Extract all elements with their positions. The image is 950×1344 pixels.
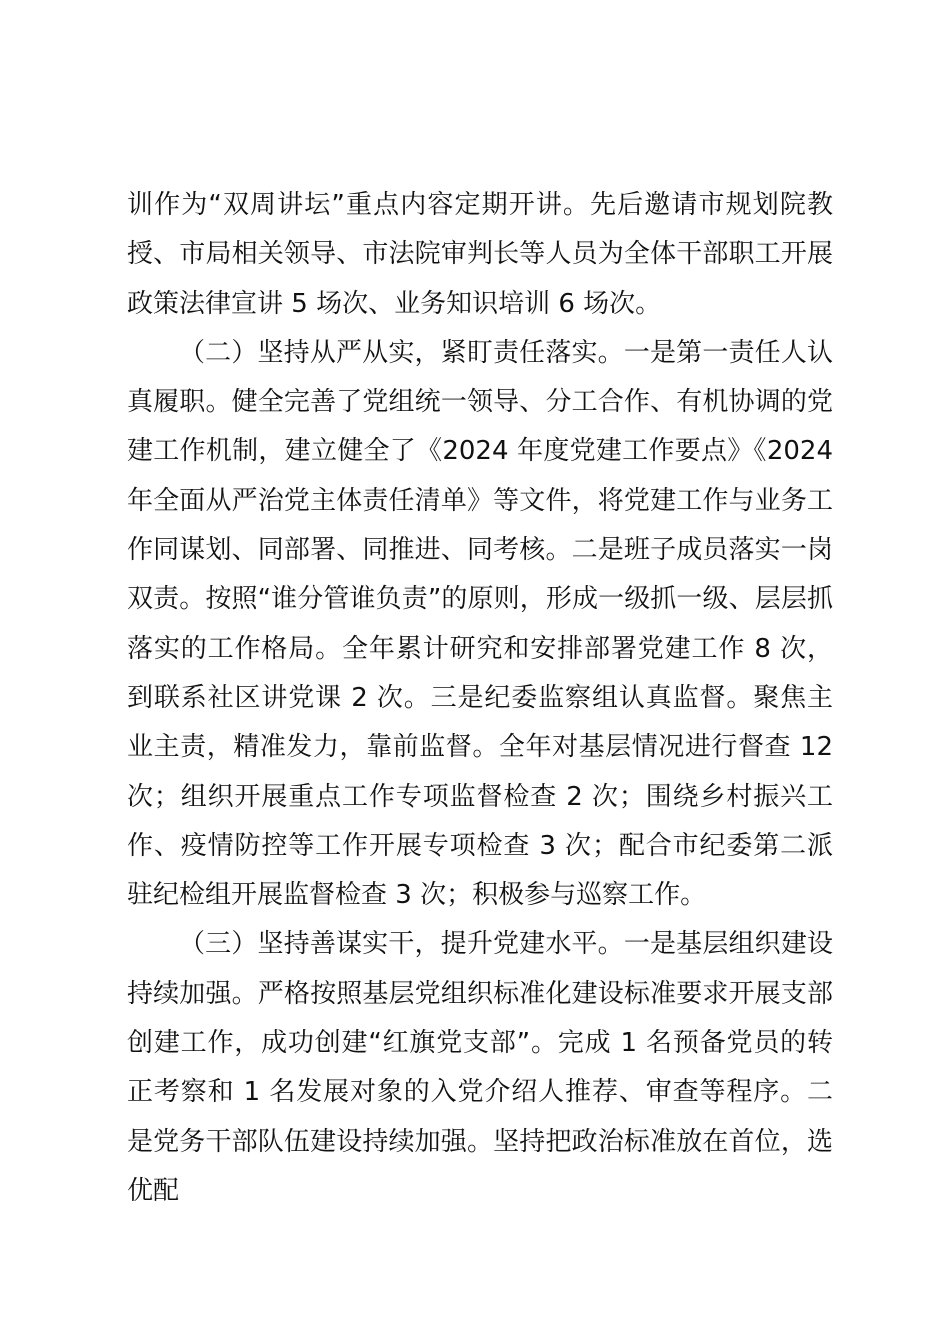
paragraph-section-two: （二）坚持从严从实，紧盯责任落实。一是第一责任人认真履职。健全完善了党组统一领导、分工合作、有机协调的党建工作机制，建立健全了《2024 年度党建工作要点》《2024 年全面从严治党主体责任清单》等文件，将党建工作与业务工作同谋划、同部署、同推进、同考核。二是班子成员落实一岗双责。按照“谁分管谁负责”的原则，形成一级抓一级、层层抓落实的工作格局。全年累计研究和安排部署党建工作 8 次，到联系社区讲党课 2 次。三是纪委监察组认真监督。聚焦主业主责，精准发力，靠前监督。全年对基层情况进行督查 12 次；组织开展重点工作专项监督检查 2 次；围绕乡村振兴工作、疫情防控等工作开展专项检查 3 次；配合市纪委第二派驻纪检组开展监督检查 3 次；积极参与巡察工作。 bbox=[127, 337, 833, 911]
paragraph-training-continued: 训作为“双周讲坛”重点内容定期开讲。先后邀请市规划院教授、市局相关领导、市法院审判长等人员为全体干部职工开展政策法律宣讲 5 场次、业务知识培训 6 场次。 bbox=[127, 190, 833, 319]
document-body bbox=[127, 181, 833, 1216]
paragraph-section-three: （三）坚持善谋实干，提升党建水平。一是基层组织建设持续加强。严格按照基层党组织标准化建设标准要求开展支部创建工作，成功创建“红旗党支部”。完成 1 名预备党员的转正考察和 1 名发展对象的入党介绍人推荐、审查等程序。二是党务干部队伍建设持续加强。坚持把政治标准放在首位，选优配 bbox=[127, 929, 833, 1206]
